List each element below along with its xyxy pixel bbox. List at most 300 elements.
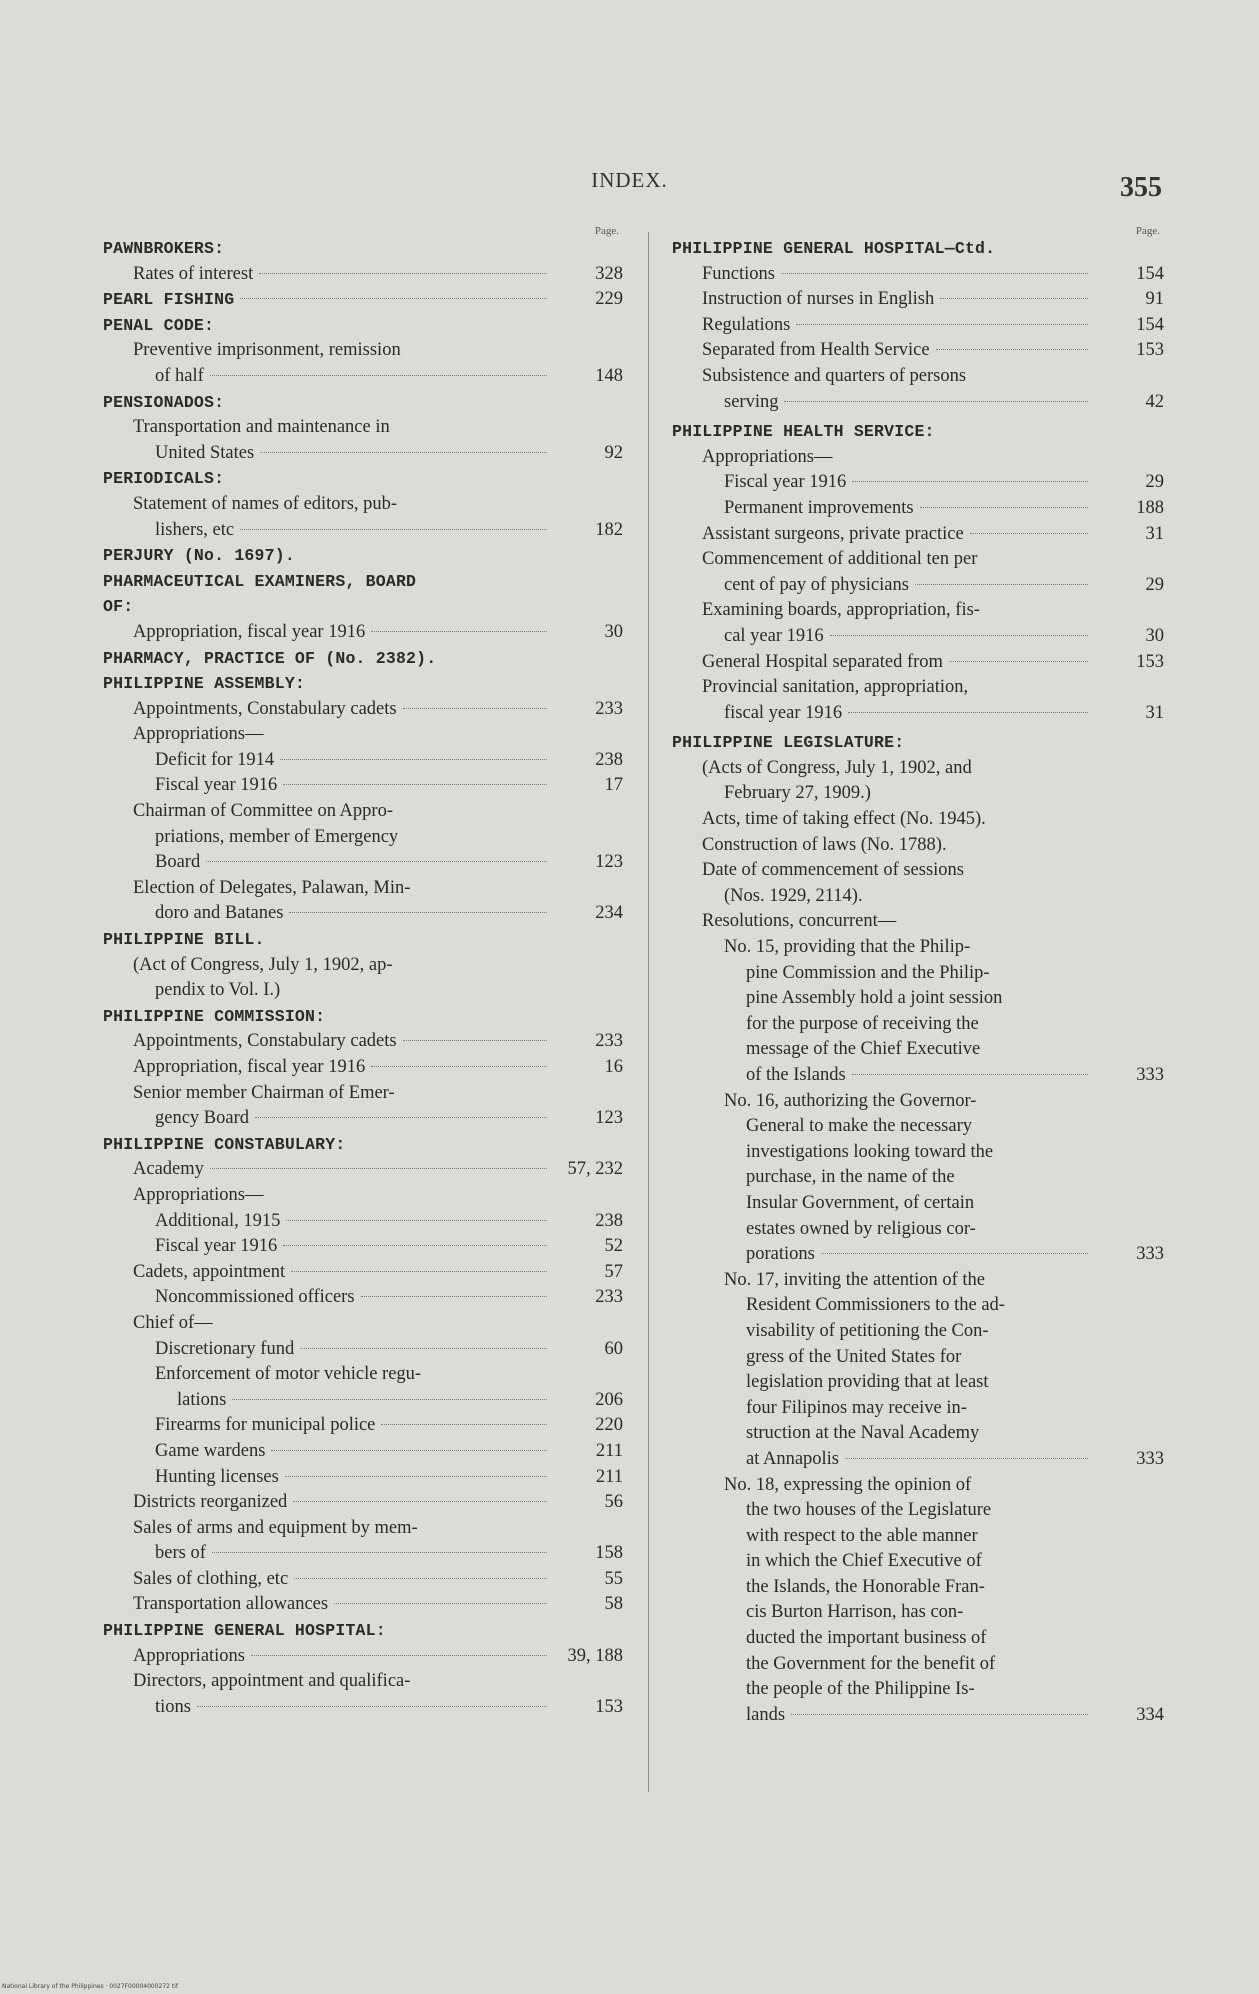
entry-text-line: the Government for the benefit of xyxy=(746,1653,996,1674)
leader-dots xyxy=(845,1458,1088,1459)
index-entry xyxy=(672,338,1164,364)
entry-line xyxy=(672,1396,1094,1422)
leader-dots xyxy=(240,298,547,299)
page-ref: 238 xyxy=(595,749,623,770)
entry-text-line: fiscal year 1916 xyxy=(724,702,843,723)
page-ref: 123 xyxy=(595,852,623,873)
entry-text-line: with respect to the able manner xyxy=(746,1525,978,1546)
index-note: pendix to Vol. I.) xyxy=(155,980,281,1001)
entry-text-line: Cadets, appointment xyxy=(133,1261,286,1282)
leader-dots xyxy=(206,861,547,862)
entry-text-line: Appointments, Constabulary cadets xyxy=(133,1031,397,1052)
entry-line xyxy=(672,1549,1094,1575)
index-entry xyxy=(672,262,1164,288)
entry-text-line: Hunting licenses xyxy=(155,1466,279,1487)
entry-text xyxy=(103,1081,553,1132)
page-ref: 158 xyxy=(595,1543,623,1564)
entry-line xyxy=(672,1498,1094,1524)
index-entry xyxy=(672,364,1164,415)
entry-line xyxy=(103,850,553,876)
entry-text-line: lations xyxy=(177,1389,227,1410)
index-note: (Act of Congress, July 1, 1902, ap- xyxy=(133,954,393,975)
entry-text xyxy=(103,1465,553,1491)
entry-text-line: Appointments, Constabulary cadets xyxy=(133,698,397,719)
entry-text-line: Senior member Chairman of Emer- xyxy=(133,1082,395,1103)
entry-text xyxy=(103,287,553,313)
entry-text-line: purchase, in the name of the xyxy=(746,1167,955,1188)
index-entry xyxy=(672,1473,1164,1729)
entry-text-line: Regulations xyxy=(702,314,791,335)
entry-text-line: Districts reorganized xyxy=(133,1492,288,1513)
entry-text-line: the Islands, the Honorable Fran- xyxy=(746,1576,985,1597)
page-ref: 182 xyxy=(595,519,623,540)
entry-text xyxy=(103,492,553,543)
entry-line xyxy=(103,748,553,774)
index-entry xyxy=(103,1157,623,1183)
leader-dots xyxy=(920,507,1088,508)
page-ref: 206 xyxy=(595,1389,623,1410)
entry-text-line: the two houses of the Legislature xyxy=(746,1500,992,1521)
entry-text-line: Chairman of Committee on Appro- xyxy=(133,801,393,822)
index-note: Appropriations— xyxy=(133,1184,264,1205)
index-entry xyxy=(672,496,1164,522)
index-entry xyxy=(672,1089,1164,1268)
entry-text xyxy=(103,1490,553,1516)
index-entry xyxy=(103,1081,623,1132)
entry-line xyxy=(103,1029,553,1055)
entry-text-line: Transportation and maintenance in xyxy=(133,417,390,438)
index-note: (Nos. 1929, 2114). xyxy=(724,885,863,906)
leader-dots xyxy=(381,1424,547,1425)
entry-text xyxy=(672,262,1094,288)
entry-line xyxy=(672,1217,1094,1243)
entry-text-line: No. 15, providing that the Philip- xyxy=(724,937,971,958)
index-entry xyxy=(103,1337,623,1363)
index-entry xyxy=(103,1592,623,1618)
entry-line xyxy=(672,496,1094,522)
index-column-left xyxy=(103,226,623,1720)
index-entry xyxy=(103,1490,623,1516)
entry-text-line: visability of petitioning the Con- xyxy=(746,1320,989,1341)
index-entry xyxy=(103,1644,623,1670)
entry-line xyxy=(103,1669,553,1695)
leader-dots xyxy=(403,708,547,709)
index-entry xyxy=(672,287,1164,313)
index-entry xyxy=(103,876,623,927)
index-heading: OF: xyxy=(103,597,134,617)
entry-text xyxy=(672,287,1094,313)
page-ref: 154 xyxy=(1136,263,1164,284)
leader-dots xyxy=(240,529,547,530)
index-entry xyxy=(103,1567,623,1593)
index-entry xyxy=(103,1055,623,1081)
index-heading: PHILIPPINE HEALTH SERVICE: xyxy=(672,422,935,442)
leader-dots xyxy=(286,1220,547,1221)
leader-dots xyxy=(255,1117,547,1118)
entry-text-line: of the Islands xyxy=(746,1065,846,1085)
leader-dots xyxy=(852,1074,1088,1075)
leader-dots xyxy=(280,759,547,760)
index-entry xyxy=(103,492,623,543)
page-title: INDEX. xyxy=(591,168,668,192)
entry-text xyxy=(103,1337,553,1363)
leader-dots xyxy=(848,712,1088,713)
index-heading: PENSIONADOS: xyxy=(103,392,225,412)
index-heading: PEARL FISHING xyxy=(103,290,235,310)
entry-text-line: serving xyxy=(724,391,779,412)
leader-dots xyxy=(300,1348,547,1349)
entry-text-line: Subsistence and quarters of persons xyxy=(702,365,967,386)
entry-line xyxy=(672,986,1094,1012)
entry-text xyxy=(672,313,1094,339)
entry-text xyxy=(672,470,1094,496)
index-entry xyxy=(103,748,623,774)
leader-dots xyxy=(210,1168,547,1169)
page-number: 355 xyxy=(1120,172,1162,203)
entry-line xyxy=(103,1209,553,1235)
entry-line xyxy=(103,697,553,723)
index-entry xyxy=(103,1439,623,1465)
entry-line xyxy=(103,901,553,927)
page-ref: 211 xyxy=(595,1466,623,1487)
entry-text-line: Discretionary fund xyxy=(155,1338,295,1359)
entry-line xyxy=(103,1260,553,1286)
page-ref: 153 xyxy=(1136,651,1164,672)
entry-line xyxy=(672,598,1094,624)
page-ref: 229 xyxy=(595,289,623,310)
entry-text-line: Assistant surgeons, private practice xyxy=(702,523,964,544)
entry-line xyxy=(103,1234,553,1260)
leader-dots xyxy=(283,1245,547,1246)
entry-line xyxy=(672,470,1094,496)
page-ref: 123 xyxy=(595,1108,623,1129)
entry-text-line: Firearms for municipal police xyxy=(155,1415,376,1436)
page-column-heading: Page. xyxy=(1135,225,1160,237)
entry-line xyxy=(103,1567,553,1593)
entry-text xyxy=(103,262,553,288)
leader-dots xyxy=(970,533,1088,534)
entry-line xyxy=(103,492,553,518)
index-entry xyxy=(103,799,623,876)
entry-line xyxy=(103,287,553,313)
leader-dots xyxy=(271,1450,547,1451)
leader-dots xyxy=(791,1714,1088,1715)
entry-text xyxy=(103,1644,553,1670)
entry-text-line: Deficit for 1914 xyxy=(155,749,275,770)
entry-text-line: Resident Commissioners to the ad- xyxy=(746,1295,1005,1316)
entry-text xyxy=(672,1473,1094,1729)
index-entry xyxy=(672,470,1164,496)
leader-dots xyxy=(781,273,1088,274)
entry-text xyxy=(672,1089,1094,1268)
entry-line xyxy=(672,573,1094,599)
index-column-right xyxy=(672,226,1164,1728)
entry-text-line: Commencement of additional ten per xyxy=(702,549,978,570)
entry-text-line: General to make the necessary xyxy=(746,1116,973,1137)
entry-text xyxy=(672,496,1094,522)
entry-text-line: the people of the Philippine Is- xyxy=(746,1679,975,1700)
entry-text xyxy=(103,697,553,723)
page-ref: 52 xyxy=(604,1236,623,1257)
entry-line xyxy=(672,935,1094,961)
page-ref: 233 xyxy=(595,1031,623,1052)
index-note: Resolutions, concurrent— xyxy=(702,911,897,932)
entry-text-line: Sales of arms and equipment by mem- xyxy=(133,1517,418,1538)
leader-dots xyxy=(232,1399,547,1400)
entry-text-line: Noncommissioned officers xyxy=(155,1287,355,1308)
entry-text-line: Permanent improvements xyxy=(724,497,914,518)
index-note: February 27, 1909.) xyxy=(724,783,871,804)
index-entry xyxy=(103,1669,623,1720)
entry-text-line: gency Board xyxy=(155,1108,250,1129)
page-ref: 233 xyxy=(595,1287,623,1308)
index-entry xyxy=(103,773,623,799)
entry-line xyxy=(672,650,1094,676)
entry-line xyxy=(103,1541,553,1567)
entry-text-line: Election of Delegates, Palawan, Min- xyxy=(133,877,411,898)
scan-footer: National Library of the Philippines · 0027F00004000272 tif xyxy=(2,1983,179,1990)
entry-text-line: Insular Government, of certain xyxy=(746,1192,975,1213)
index-note: Date of commencement of sessions xyxy=(702,860,965,881)
entry-line xyxy=(672,1037,1094,1063)
index-entry xyxy=(103,1234,623,1260)
entry-text-line: of half xyxy=(155,365,204,386)
page-ref: 39, 188 xyxy=(567,1645,623,1666)
entry-line xyxy=(672,1421,1094,1447)
index-note: Construction of laws (No. 1788). xyxy=(702,834,947,855)
entry-line xyxy=(672,1140,1094,1166)
entry-line xyxy=(672,1652,1094,1678)
leader-dots xyxy=(852,481,1088,482)
index-note: (Acts of Congress, July 1, 1902, and xyxy=(702,757,972,778)
entry-text xyxy=(672,547,1094,598)
entry-line xyxy=(672,1319,1094,1345)
page-ref: 31 xyxy=(1145,702,1164,723)
entry-text-line: bers of xyxy=(155,1543,206,1564)
entry-line xyxy=(103,1490,553,1516)
entry-line xyxy=(672,701,1094,727)
entry-text-line: No. 17, inviting the attention of the xyxy=(724,1269,986,1290)
entry-line xyxy=(103,1388,553,1414)
entry-text xyxy=(103,415,553,466)
entry-text xyxy=(103,1055,553,1081)
entry-line xyxy=(672,1626,1094,1652)
leader-dots xyxy=(361,1296,547,1297)
entry-text xyxy=(103,773,553,799)
entry-text-line: Enforcement of motor vehicle regu- xyxy=(155,1364,422,1385)
index-entry xyxy=(672,935,1164,1089)
entry-text-line: Examining boards, appropriation, fis- xyxy=(702,600,980,621)
entry-line xyxy=(672,338,1094,364)
page-ref: 29 xyxy=(1145,574,1164,595)
entry-line xyxy=(672,1677,1094,1703)
page-ref: 211 xyxy=(595,1440,623,1461)
index-entry xyxy=(103,338,623,389)
entry-text-line: Game wardens xyxy=(155,1440,266,1461)
page-ref: 333 xyxy=(1136,1448,1164,1469)
entry-line xyxy=(672,390,1094,416)
entry-line xyxy=(672,1165,1094,1191)
index-list-left xyxy=(103,236,623,1720)
entry-text-line: Appropriations xyxy=(133,1645,246,1666)
page-column-heading: Page. xyxy=(594,225,619,237)
entry-line xyxy=(103,262,553,288)
leader-dots xyxy=(915,584,1088,585)
entry-text xyxy=(103,1029,553,1055)
entry-text xyxy=(103,338,553,389)
index-heading: PHILIPPINE BILL. xyxy=(103,930,265,950)
entry-text-line: priations, member of Emergency xyxy=(155,826,399,847)
entry-line xyxy=(672,262,1094,288)
index-heading: PHILIPPINE LEGISLATURE: xyxy=(672,733,905,753)
entry-text-line: gress of the United States for xyxy=(746,1346,962,1367)
entry-text-line: Appropriation, fiscal year 1916 xyxy=(133,621,366,642)
page-ref: 328 xyxy=(595,263,623,284)
entry-line xyxy=(103,1157,553,1183)
page-ref: 29 xyxy=(1145,472,1164,493)
entry-text-line: Preventive imprisonment, remission xyxy=(133,340,401,361)
entry-line xyxy=(103,338,553,364)
entry-text-line: Instruction of nurses in English xyxy=(702,289,935,310)
entry-text-line: investigations looking toward the xyxy=(746,1141,994,1162)
entry-text xyxy=(103,1234,553,1260)
entry-line xyxy=(103,1465,553,1491)
page-ref: 57, 232 xyxy=(567,1159,623,1180)
entry-line xyxy=(103,876,553,902)
index-list-right xyxy=(672,236,1164,1728)
entry-text xyxy=(103,1260,553,1286)
leader-dots xyxy=(251,1655,547,1656)
page-ref: 30 xyxy=(604,621,623,642)
page-ref: 188 xyxy=(1136,497,1164,518)
leader-dots xyxy=(291,1271,547,1272)
entry-text xyxy=(103,1285,553,1311)
entry-text xyxy=(103,876,553,927)
entry-text xyxy=(103,1413,553,1439)
page-ref: 57 xyxy=(604,1261,623,1282)
leader-dots xyxy=(830,635,1088,636)
entry-line xyxy=(103,1055,553,1081)
page-ref: 56 xyxy=(604,1492,623,1513)
index-entry xyxy=(672,675,1164,726)
entry-text-line: Fiscal year 1916 xyxy=(155,775,278,796)
index-heading: PHILIPPINE GENERAL HOSPITAL—Ctd. xyxy=(672,239,996,258)
page-ref: 60 xyxy=(604,1338,623,1359)
entry-text xyxy=(103,799,553,876)
entry-line xyxy=(672,1524,1094,1550)
entry-line xyxy=(103,1106,553,1132)
leader-dots xyxy=(293,1501,547,1502)
leader-dots xyxy=(197,1706,547,1707)
page-ref: 334 xyxy=(1136,1704,1164,1725)
entry-text-line: No. 16, authorizing the Governor- xyxy=(724,1090,977,1111)
entry-line xyxy=(103,1285,553,1311)
entry-line xyxy=(672,1089,1094,1115)
entry-line xyxy=(103,799,553,825)
entry-line xyxy=(672,1473,1094,1499)
leader-dots xyxy=(285,1476,547,1477)
entry-line xyxy=(672,1012,1094,1038)
entry-text xyxy=(672,1268,1094,1473)
entry-text xyxy=(103,748,553,774)
page-ref: 17 xyxy=(604,775,623,796)
index-entry xyxy=(672,650,1164,676)
entry-text-line: Fiscal year 1916 xyxy=(724,472,847,493)
index-entry xyxy=(103,1209,623,1235)
entry-text-line: Transportation allowances xyxy=(133,1594,329,1615)
entry-line xyxy=(672,313,1094,339)
entry-line xyxy=(672,1703,1094,1729)
page-ref: 91 xyxy=(1145,289,1164,310)
page-ref: 238 xyxy=(595,1210,623,1231)
page-ref: 233 xyxy=(595,698,623,719)
page-ref: 55 xyxy=(604,1568,623,1589)
entry-line xyxy=(103,773,553,799)
entry-text-line: legislation providing that at least xyxy=(746,1372,989,1393)
leader-dots xyxy=(259,273,547,274)
page-ref: 58 xyxy=(604,1594,623,1615)
page-ref: 16 xyxy=(604,1057,623,1077)
index-heading: PHILIPPINE GENERAL HOSPITAL: xyxy=(103,1621,386,1641)
entry-line xyxy=(103,415,553,441)
index-heading: PERJURY (No. 1697). xyxy=(103,546,295,566)
leader-dots xyxy=(334,1603,547,1604)
index-entry xyxy=(103,262,623,288)
entry-text-line: No. 18, expressing the opinion of xyxy=(724,1474,972,1495)
entry-text xyxy=(672,675,1094,726)
index-heading: PHILIPPINE CONSTABULARY: xyxy=(103,1134,346,1154)
leader-dots xyxy=(796,324,1088,325)
entry-text-line: tions xyxy=(155,1696,191,1717)
index-heading: PHARMACEUTICAL EXAMINERS, BOARD xyxy=(103,571,417,591)
leader-dots xyxy=(210,375,547,376)
index-heading: PHARMACY, PRACTICE OF (No. 2382). xyxy=(103,648,437,668)
index-heading: PAWNBROKERS: xyxy=(103,239,225,258)
leader-dots xyxy=(940,298,1088,299)
entry-line xyxy=(672,1293,1094,1319)
index-entry xyxy=(103,1413,623,1439)
leader-dots xyxy=(403,1040,547,1041)
index-note: Chief of— xyxy=(133,1312,213,1333)
entry-line xyxy=(103,1644,553,1670)
entry-line xyxy=(672,1191,1094,1217)
entry-text-line: estates owned by religious cor- xyxy=(746,1218,976,1239)
entry-line xyxy=(103,518,553,544)
entry-text-line: four Filipinos may receive in- xyxy=(746,1397,967,1418)
page-ref: 148 xyxy=(595,365,623,386)
entry-line xyxy=(103,1592,553,1618)
page-ref: 153 xyxy=(595,1696,623,1717)
entry-text-line: cent of pay of physicians xyxy=(724,574,909,595)
index-heading: PHILIPPINE COMMISSION: xyxy=(103,1006,326,1026)
entry-text xyxy=(103,1516,553,1567)
entry-line xyxy=(672,1063,1094,1089)
leader-dots xyxy=(260,452,547,453)
entry-text-line: Separated from Health Service xyxy=(702,340,930,361)
entry-line xyxy=(103,1516,553,1542)
index-entry xyxy=(103,1516,623,1567)
index-entry xyxy=(672,522,1164,548)
entry-text-line: cis Burton Harrison, has con- xyxy=(746,1602,964,1623)
index-note: Acts, time of taking effect (No. 1945). xyxy=(702,809,986,830)
entry-text xyxy=(103,1157,553,1183)
entry-line xyxy=(103,1695,553,1721)
entry-line xyxy=(672,287,1094,313)
index-entry xyxy=(672,598,1164,649)
entry-text-line: Additional, 1915 xyxy=(155,1210,281,1231)
entry-line xyxy=(672,1345,1094,1371)
entry-line xyxy=(672,1268,1094,1294)
